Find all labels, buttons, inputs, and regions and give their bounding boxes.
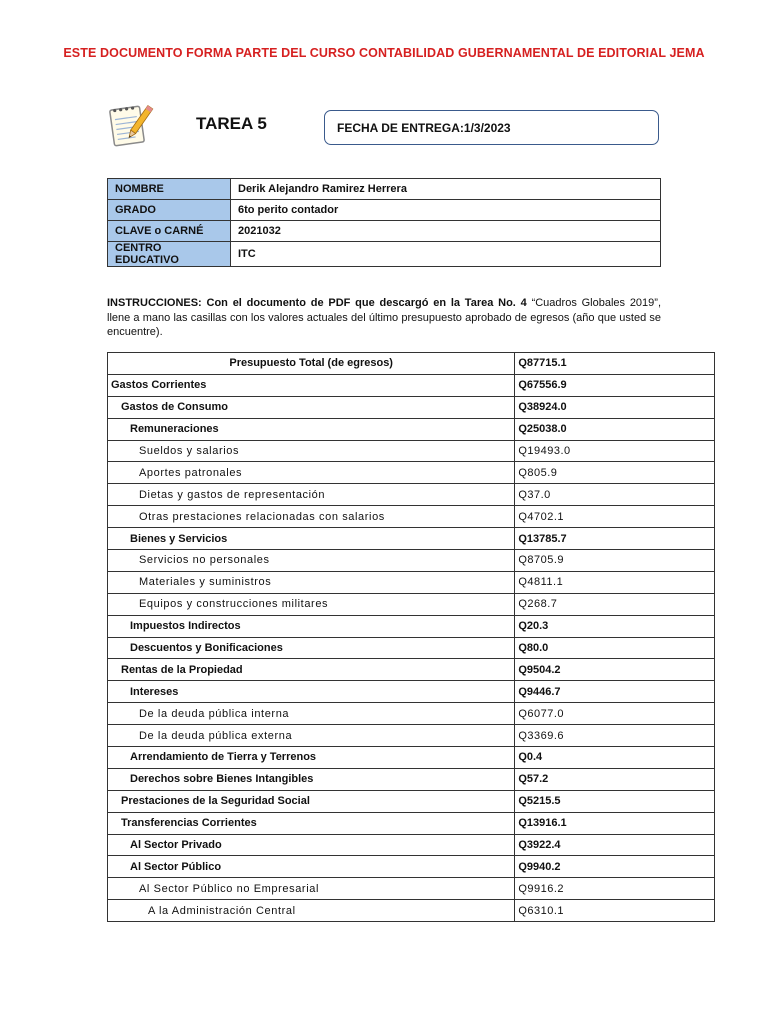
budget-row-label: Al Sector Público — [108, 856, 515, 878]
budget-row-label: Intereses — [108, 681, 515, 703]
budget-row — [108, 725, 715, 747]
budget-row-label: De la deuda pública interna — [108, 703, 515, 725]
budget-row-label: Otras prestaciones relacionadas con salarios — [108, 506, 515, 528]
course-banner: ESTE DOCUMENTO FORMA PARTE DEL CURSO CONTABILIDAD GUBERNAMENTAL DE EDITORIAL JEMA — [63, 46, 705, 60]
budget-row — [108, 703, 715, 725]
budget-row — [108, 790, 715, 812]
budget-row — [108, 856, 715, 878]
budget-row-value: Q67556.9 — [515, 374, 715, 396]
budget-row-value: Q0.4 — [515, 747, 715, 769]
student-info-label: NOMBRE — [108, 179, 231, 200]
budget-row — [108, 484, 715, 506]
budget-row-label: Remuneraciones — [108, 418, 515, 440]
budget-row-value: Q4702.1 — [515, 506, 715, 528]
due-date-box — [324, 110, 659, 145]
budget-row — [108, 396, 715, 418]
budget-row-label: Dietas y gastos de representación — [108, 484, 515, 506]
budget-row-label: Descuentos y Bonificaciones — [108, 637, 515, 659]
budget-row — [108, 550, 715, 572]
student-info-value: 6to perito contador — [231, 200, 661, 221]
student-info-label: CENTRO EDUCATIVO — [108, 242, 231, 267]
budget-row — [108, 571, 715, 593]
instructions-text: “Cuadros Globales 2019”, llene a mano las casillas con los valores actuales del último presupuesto aprobado de egresos (año que usted se encuentre). — [107, 297, 662, 338]
budget-row-label: Rentas de la Propiedad — [108, 659, 515, 681]
budget-row-label: Arrendamiento de Tierra y Terrenos — [108, 747, 515, 769]
budget-header-row — [108, 353, 715, 375]
budget-row-value: Q20.3 — [515, 615, 715, 637]
instructions-bold: INSTRUCCIONES: Con el documento de PDF que descargó en la Tarea No. 4 — [107, 297, 527, 309]
budget-row-label: Equipos y construcciones militares — [108, 593, 515, 615]
budget-row — [108, 637, 715, 659]
budget-row — [108, 440, 715, 462]
budget-row-value: Q6310.1 — [515, 900, 715, 922]
student-info-value: ITC — [231, 242, 661, 267]
budget-row-label: Al Sector Público no Empresarial — [108, 878, 515, 900]
student-info-row — [108, 242, 661, 267]
student-info-row — [108, 200, 661, 221]
budget-row-label: Impuestos Indirectos — [108, 615, 515, 637]
budget-table — [107, 352, 715, 922]
budget-row — [108, 374, 715, 396]
budget-row-value: Q80.0 — [515, 637, 715, 659]
student-info-value: Derik Alejandro Ramirez Herrera — [231, 179, 661, 200]
budget-row-label: De la deuda pública externa — [108, 725, 515, 747]
due-date-text: FECHA DE ENTREGA:1/3/2023 — [337, 120, 511, 135]
budget-row-value: Q6077.0 — [515, 703, 715, 725]
budget-row-label: Al Sector Privado — [108, 834, 515, 856]
budget-row-label: Servicios no personales — [108, 550, 515, 572]
budget-row-value: Q25038.0 — [515, 418, 715, 440]
budget-row-value: Q8705.9 — [515, 550, 715, 572]
budget-row — [108, 615, 715, 637]
budget-row-value: Q3369.6 — [515, 725, 715, 747]
budget-row-label: Prestaciones de la Seguridad Social — [108, 790, 515, 812]
student-info-row — [108, 221, 661, 242]
budget-row — [108, 462, 715, 484]
student-info-row — [108, 179, 661, 200]
budget-row-value: Q38924.0 — [515, 396, 715, 418]
budget-row-value: Q37.0 — [515, 484, 715, 506]
budget-row — [108, 878, 715, 900]
budget-row-value: Q13916.1 — [515, 812, 715, 834]
budget-row-label: Gastos de Consumo — [108, 396, 515, 418]
budget-row-label: Bienes y Servicios — [108, 528, 515, 550]
budget-header-value: Q87715.1 — [515, 353, 715, 375]
budget-row-label: A la Administración Central — [108, 900, 515, 922]
budget-row-value: Q57.2 — [515, 768, 715, 790]
budget-row — [108, 681, 715, 703]
budget-row-value: Q13785.7 — [515, 528, 715, 550]
budget-row-value: Q9916.2 — [515, 878, 715, 900]
budget-row-value: Q4811.1 — [515, 571, 715, 593]
budget-row-value: Q9446.7 — [515, 681, 715, 703]
budget-row-value: Q19493.0 — [515, 440, 715, 462]
student-info-label: CLAVE o CARNÉ — [108, 221, 231, 242]
budget-row — [108, 900, 715, 922]
budget-row — [108, 834, 715, 856]
budget-row-value: Q3922.4 — [515, 834, 715, 856]
budget-row — [108, 747, 715, 769]
budget-header-label: Presupuesto Total (de egresos) — [108, 353, 515, 375]
budget-row-value: Q805.9 — [515, 462, 715, 484]
instructions — [107, 296, 661, 340]
notepad-pencil-icon — [106, 100, 156, 150]
budget-row-value: Q9940.2 — [515, 856, 715, 878]
budget-row-label: Derechos sobre Bienes Intangibles — [108, 768, 515, 790]
budget-row — [108, 812, 715, 834]
budget-row-label: Materiales y suministros — [108, 571, 515, 593]
student-info-table — [107, 178, 661, 267]
budget-row-label: Sueldos y salarios — [108, 440, 515, 462]
budget-row — [108, 659, 715, 681]
budget-row-value: Q268.7 — [515, 593, 715, 615]
student-info-value: 2021032 — [231, 221, 661, 242]
page-title: TAREA 5 — [196, 114, 267, 133]
budget-row — [108, 593, 715, 615]
budget-row-label: Aportes patronales — [108, 462, 515, 484]
budget-row-label: Gastos Corrientes — [108, 374, 515, 396]
student-info-label: GRADO — [108, 200, 231, 221]
budget-row — [108, 768, 715, 790]
budget-row — [108, 418, 715, 440]
budget-row-value: Q9504.2 — [515, 659, 715, 681]
budget-row — [108, 506, 715, 528]
budget-row-value: Q5215.5 — [515, 790, 715, 812]
budget-row-label: Transferencias Corrientes — [108, 812, 515, 834]
budget-row — [108, 528, 715, 550]
